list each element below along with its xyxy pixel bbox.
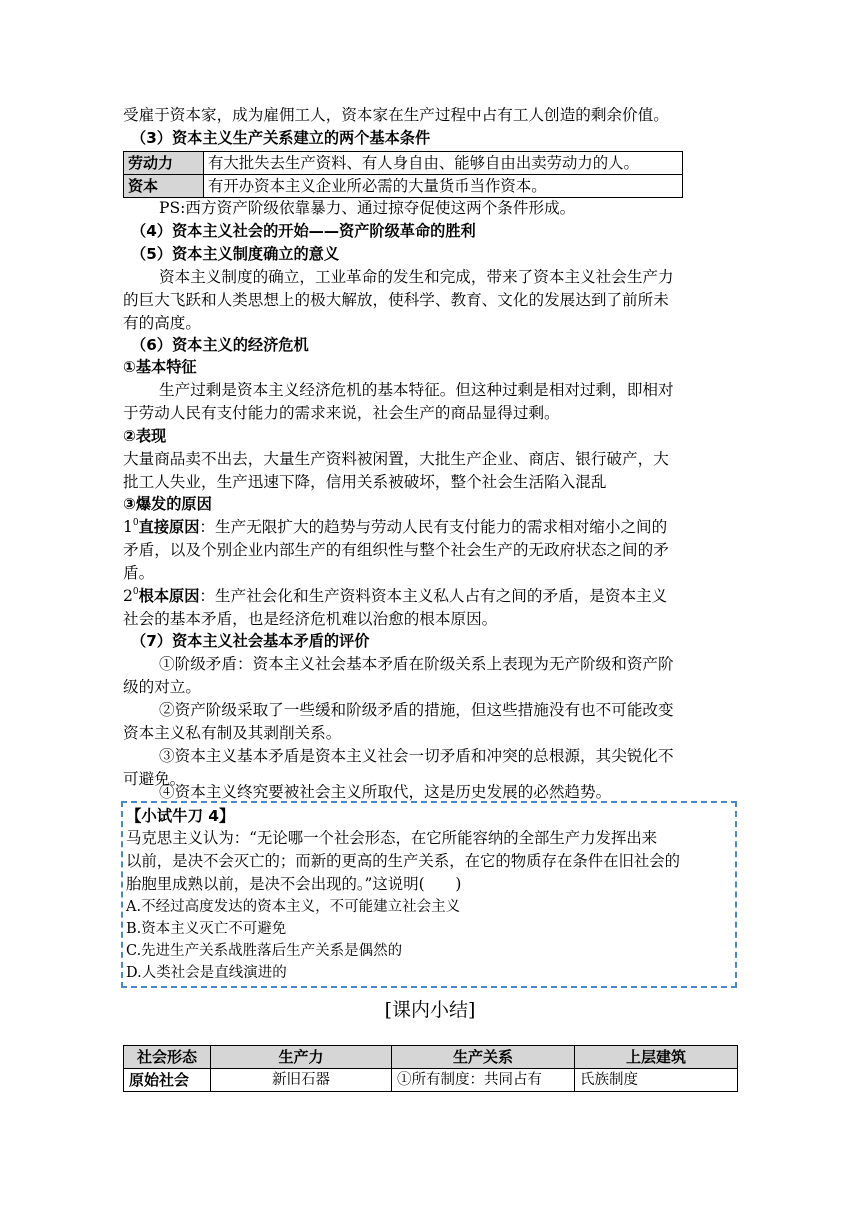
item-number: 2 <box>123 587 133 605</box>
table-header-row <box>124 1046 738 1069</box>
ps-note: PS:西方资产阶级依靠暴力、通过掠夺促使这两个条件形成。 <box>159 199 576 217</box>
summary-table <box>123 1045 738 1092</box>
root-cause-line <box>123 585 667 607</box>
paragraph-line: 的巨大飞跃和人类思想上的极大解放，使科学、教育、文化的发展达到了前所未 <box>123 291 669 309</box>
item-number-sup: 0 <box>132 587 139 597</box>
direct-cause-text: ：生产无限扩大的趋势与劳动人民有支付能力的需求相对缩小之间的 <box>199 518 668 536</box>
root-cause-label: 根本原因 <box>138 587 200 605</box>
subheading-causes: ③爆发的原因 <box>123 495 212 513</box>
quiz-option-c: C.先进生产关系战胜落后生产关系是偶然的 <box>126 943 403 959</box>
quiz-option-b: B.资本主义灭亡不可避免 <box>126 921 287 937</box>
paragraph-line: 盾。 <box>123 564 155 582</box>
table-cell: 新旧石器 <box>211 1069 392 1092</box>
subheading-manifestation: ②表现 <box>123 427 167 445</box>
quiz-option-d: D.人类社会是直线演进的 <box>126 965 287 981</box>
table-cell-value: 有大批失去生产资料、有人身自由、能够自由出卖劳动力的人。 <box>204 152 683 175</box>
quiz-option-a: A.不经过高度发达的资本主义，不可能建立社会主义 <box>126 899 461 915</box>
item-number-sup: 0 <box>132 518 139 528</box>
item-number: 1 <box>123 518 133 536</box>
paragraph-line: 矛盾，以及个别企业内部生产的有组织性与整个社会生产的无政府状态之间的矛 <box>123 541 669 559</box>
paragraph-line: 社会的基本矛盾，也是经济危机难以治愈的根本原因。 <box>123 610 498 628</box>
paragraph-line: ①阶级矛盾：资本主义社会基本矛盾在阶级关系上表现为无产阶级和资产阶 <box>159 655 674 673</box>
table-header-cell: 社会形态 <box>124 1046 211 1069</box>
paragraph-line: ②资产阶级采取了一些缓和阶级矛盾的措施，但这些措施没有也不可能改变 <box>159 701 674 719</box>
table-row <box>124 1069 738 1092</box>
paragraph-line: 于劳动人民有支付能力的需求来说，社会生产的商品显得过剩。 <box>123 404 560 422</box>
paragraph-line: 受雇于资本家，成为雇佣工人，资本家在生产过程中占有工人创造的剩余价值。 <box>123 106 669 124</box>
paragraph-line: ④资本主义终究要被社会主义所取代，这是历史发展的必然趋势。 <box>159 783 612 801</box>
table-cell-value: 有开办资本主义企业所必需的大量货币当作资本。 <box>204 175 683 198</box>
summary-title: [课内小结] <box>384 999 476 1021</box>
paragraph-line: ③资本主义基本矛盾是资本主义社会一切矛盾和冲突的总根源，其尖锐化不 <box>159 747 674 765</box>
section-heading-6: （6）资本主义的经济危机 <box>131 336 309 354</box>
table-header-cell: 生产关系 <box>392 1046 575 1069</box>
table-header-cell: 生产力 <box>211 1046 392 1069</box>
paragraph-line: 资本主义制度的确立，工业革命的发生和完成，带来了资本主义社会生产力 <box>159 268 674 286</box>
section-heading-4: （4）资本主义社会的开始——资产阶级革命的胜利 <box>131 222 476 240</box>
quiz-question-line: 以前，是决不会灭亡的；而新的更高的生产关系，在它的物质存在条件在旧社会的 <box>126 852 681 870</box>
paragraph-line: 有的高度。 <box>123 314 201 332</box>
paragraph-line: 批工人失业，生产迅速下降，信用关系被破坏，整个社会生活陷入混乱 <box>123 473 607 491</box>
quiz-box <box>121 801 737 988</box>
quiz-title: 【小试牛刀 4】 <box>126 807 235 825</box>
conditions-table <box>123 151 683 198</box>
direct-cause-label: 直接原因 <box>138 518 200 536</box>
paragraph-line: 级的对立。 <box>123 678 201 696</box>
paragraph-line: 生产过剩是资本主义经济危机的基本特征。但这种过剩是相对过剩，即相对 <box>159 381 674 399</box>
table-cell: ①所有制度：共同占有 <box>392 1069 575 1092</box>
paragraph-line: 大量商品卖不出去，大量生产资料被闲置，大批生产企业、商店、银行破产，大 <box>123 450 669 468</box>
direct-cause-line <box>123 516 667 538</box>
table-cell-key: 资本 <box>124 175 204 198</box>
paragraph-line: 可避免。 <box>123 770 186 788</box>
table-row <box>124 152 683 175</box>
table-cell: 原始社会 <box>124 1069 211 1092</box>
quiz-question-line: 马克思主义认为：“无论哪一个社会形态，在它所能容纳的全部生产力发挥出来 <box>126 829 658 847</box>
table-header-cell: 上层建筑 <box>575 1046 738 1069</box>
root-cause-text: ：生产社会化和生产资料资本主义私人占有之间的矛盾，是资本主义 <box>199 587 668 605</box>
table-cell: 氏族制度 <box>575 1069 738 1092</box>
section-heading-5: （5）资本主义制度确立的意义 <box>131 245 340 263</box>
table-row <box>124 175 683 198</box>
subheading-basic-feature: ①基本特征 <box>123 358 197 376</box>
quiz-question-line: 胎胞里成熟以前，是决不会出现的。”这说明( ) <box>126 875 462 893</box>
section-heading-7: （7）资本主义社会基本矛盾的评价 <box>131 632 370 650</box>
paragraph-line: 资本主义私有制及其剥削关系。 <box>123 724 342 742</box>
table-cell-key: 劳动力 <box>124 152 204 175</box>
section-heading-3: （3）资本主义生产关系建立的两个基本条件 <box>131 129 431 147</box>
